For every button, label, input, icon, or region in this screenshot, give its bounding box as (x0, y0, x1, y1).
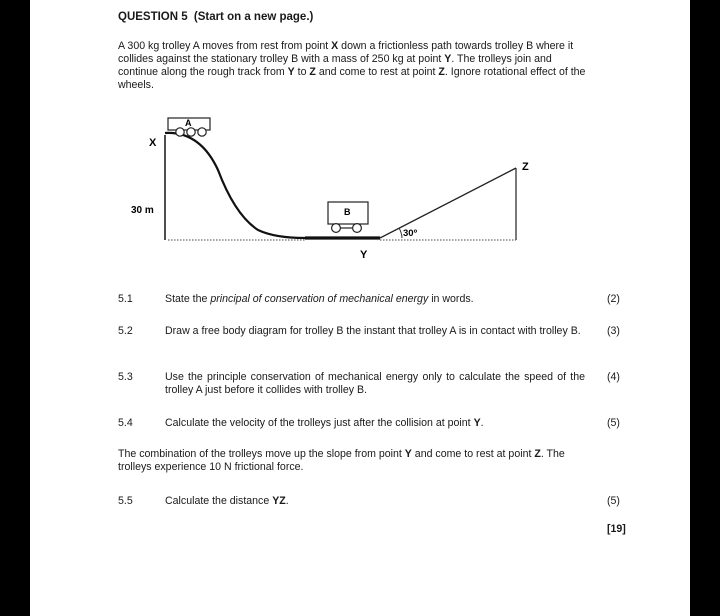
intro-paragraph: A 300 kg trolley A moves from rest from point X down a frictionless path towards trolley B where it collides against the stationary trolley B with a mass of 250 kg at point Y. The trolleys join and continue along the rough track from Y to Z and come to rest at point Z. Ignore rotational effect of the wheels. (118, 40, 586, 91)
curved-path (165, 133, 305, 238)
item-text: Calculate the distance YZ. (165, 495, 289, 507)
item-text: State the principal of conservation of mechanical energy in words. (165, 293, 474, 305)
slope-line (380, 168, 516, 238)
item-marks: (3) (607, 325, 620, 337)
trolley-b-label: B (344, 207, 351, 217)
point-y-label: Y (360, 249, 368, 261)
continuation-paragraph: The combination of the trolleys move up the slope from point Y and come to rest at point Z. The trolleys experience 10 N frictional force. (118, 448, 565, 473)
point-x-label: X (149, 137, 157, 149)
angle-label: 30º (403, 228, 418, 239)
item-number: 5.5 (118, 495, 133, 507)
track-diagram (30, 0, 690, 280)
question-subheading: (Start on a new page.) (193, 11, 314, 23)
trolley-b (328, 202, 368, 232)
item-text: Calculate the velocity of the trolleys just after the collision at point Y. (165, 417, 484, 429)
trolley-a-label: A (185, 118, 192, 128)
question-heading: QUESTION 5 (118, 11, 188, 23)
item-number: 5.1 (118, 293, 133, 305)
item-marks: (2) (607, 293, 620, 305)
item-number: 5.3 (118, 371, 133, 383)
item-marks: (4) (607, 371, 620, 383)
exam-page (30, 0, 690, 616)
item-marks: (5) (607, 495, 620, 507)
item-number: 5.2 (118, 325, 133, 337)
angle-arc (399, 228, 402, 238)
item-number: 5.4 (118, 417, 133, 429)
point-z-label: Z (522, 161, 529, 173)
item-text: Draw a free body diagram for trolley B the instant that trolley A is in contact with trolley B. (165, 325, 581, 337)
item-marks: (5) (607, 417, 620, 429)
height-label: 30 m (131, 205, 154, 216)
total-marks: [19] (607, 523, 626, 535)
item-text: Use the principle conservation of mechanical energy only to calculate the speed of the trolley A just before it collides with trolley B. (165, 371, 585, 396)
